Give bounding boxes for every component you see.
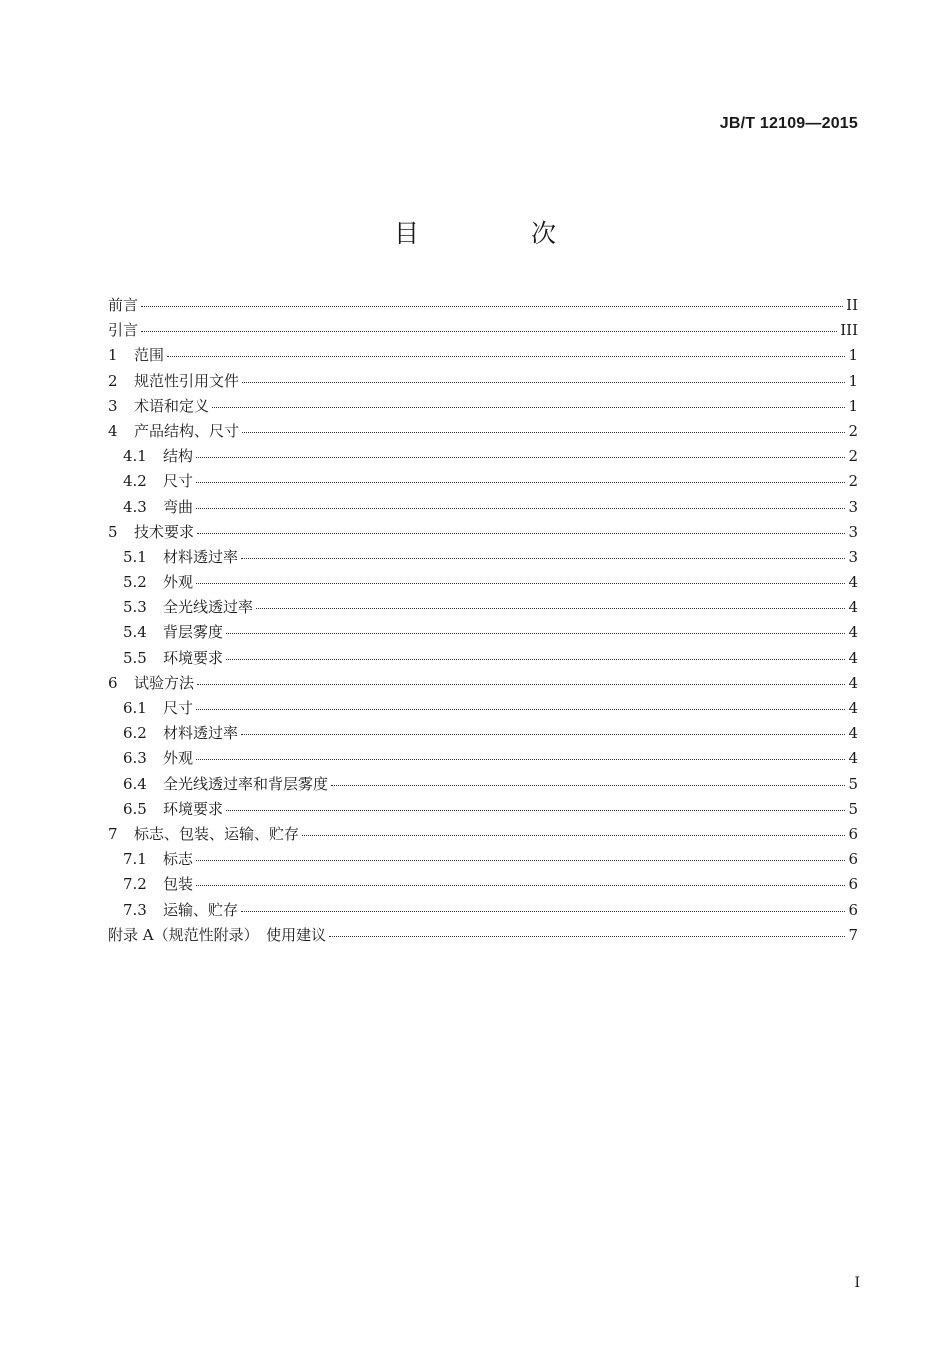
toc-entry-page: 4 (848, 623, 858, 642)
toc-entry-number: 6.4 (123, 774, 147, 793)
toc-entry-label: 背层雾度 (163, 623, 224, 642)
toc-entry-page: 2 (848, 447, 858, 466)
toc-entry-page: 5 (848, 799, 858, 818)
toc-entry[interactable] (108, 470, 858, 495)
toc-leader-dots (197, 684, 845, 685)
toc-leader-dots (196, 482, 845, 483)
toc-entry[interactable] (108, 521, 858, 546)
toc-leader-dots (141, 306, 843, 307)
toc-entry[interactable] (108, 546, 858, 571)
toc-entry-number: 6.1 (123, 699, 147, 717)
toc-leader-dots (196, 860, 845, 861)
toc-entry-label: 范围 (134, 346, 165, 365)
toc-entry-page: 4 (848, 699, 858, 717)
toc-entry-label: 规范性引用文件 (134, 371, 240, 390)
toc-entry[interactable] (108, 344, 858, 369)
toc-entry-label: 产品结构、尺寸 (134, 421, 240, 440)
toc-entry-page: 6 (848, 824, 858, 843)
toc-entry-number: 7.1 (123, 850, 147, 869)
toc-entry-page: III (840, 321, 858, 340)
toc-leader-dots (197, 533, 845, 534)
toc-entry-page: 5 (848, 774, 858, 793)
toc-entry-number: 5.2 (123, 573, 147, 592)
toc-leader-dots (167, 356, 845, 357)
toc-entry[interactable] (108, 621, 858, 646)
toc-entry-number: 4 (108, 421, 118, 440)
toc-entry-number: 7.3 (123, 900, 147, 919)
toc-leader-dots (196, 583, 845, 584)
toc-entry[interactable] (108, 445, 858, 470)
toc-entry[interactable] (108, 873, 858, 898)
toc-entry-label: 尺寸 (163, 472, 194, 491)
toc-entry-label: 标志 (163, 850, 194, 869)
toc-entry[interactable] (108, 773, 858, 798)
toc-entry-page: 1 (848, 371, 858, 390)
toc-leader-dots (331, 785, 845, 786)
toc-entry[interactable] (108, 697, 858, 722)
toc-entry[interactable] (108, 319, 858, 344)
toc-entry-number: 6.2 (123, 724, 147, 743)
toc-entry-page: 4 (848, 648, 858, 667)
toc-entry-number: 5.1 (123, 547, 147, 566)
toc-leader-dots (212, 407, 845, 408)
toc-entry-label: 附录 A（规范性附录） 使用建议 (108, 925, 327, 944)
toc-entry-number: 6.5 (123, 799, 147, 818)
toc-leader-dots (196, 759, 845, 760)
toc-entry-page: 3 (848, 497, 858, 516)
toc-entry[interactable] (108, 722, 858, 747)
toc-entry-label: 弯曲 (163, 497, 194, 516)
toc-entry-number: 4.1 (123, 447, 147, 466)
toc-leader-dots (196, 457, 845, 458)
toc-entry-page: 7 (848, 925, 858, 944)
toc-leader-dots (256, 608, 845, 609)
toc-entry-page: 6 (848, 875, 858, 894)
toc-entry-label: 外观 (163, 749, 194, 768)
toc-entry-page: 4 (848, 598, 858, 617)
toc-entry[interactable] (108, 924, 858, 949)
toc-leader-dots (242, 432, 845, 433)
toc-entry-number: 4.2 (123, 472, 147, 491)
standard-code: JB/T 12109—2015 (719, 115, 858, 132)
toc-entry-page: 4 (848, 673, 858, 692)
toc-entry-number: 7.2 (123, 875, 147, 894)
toc-leader-dots (226, 659, 845, 660)
toc-entry-number: 6 (108, 673, 118, 692)
toc-leader-dots (196, 508, 845, 509)
toc-entry-label: 尺寸 (163, 699, 194, 717)
toc-entry[interactable] (108, 798, 858, 823)
toc-entry-number: 5.3 (123, 598, 147, 617)
toc-leader-dots (226, 810, 845, 811)
toc-entry-page: 4 (848, 724, 858, 743)
toc-entry-label: 前言 (108, 296, 139, 314)
toc-entry-number: 5.4 (123, 623, 147, 642)
toc-entry-page: 1 (848, 396, 858, 415)
toc-entry[interactable] (108, 647, 858, 672)
toc-entry[interactable] (108, 370, 858, 395)
toc-leader-dots (241, 558, 845, 559)
toc-leader-dots (242, 382, 845, 383)
toc-entry-label: 环境要求 (163, 799, 224, 818)
toc-entry-label: 引言 (108, 321, 139, 340)
toc-entry-page: 2 (848, 472, 858, 491)
toc-entry-label: 术语和定义 (134, 396, 210, 415)
toc-entry[interactable] (108, 848, 858, 873)
toc-entry[interactable] (108, 747, 858, 772)
toc-entry[interactable] (108, 571, 858, 596)
toc-leader-dots (196, 709, 845, 710)
toc-leader-dots (141, 331, 837, 332)
toc-entry-label: 包装 (163, 875, 194, 894)
toc-entry-label: 运输、贮存 (163, 900, 239, 919)
toc-title: 目 次 (394, 219, 608, 248)
toc-entry-number: 5.5 (123, 648, 147, 667)
toc-entry-label: 结构 (163, 447, 194, 466)
toc-leader-dots (241, 734, 845, 735)
toc-entry-label: 材料透过率 (163, 547, 239, 566)
toc-entry[interactable] (108, 294, 858, 319)
toc-entry-page: 4 (848, 749, 858, 768)
toc-entry-label: 技术要求 (134, 522, 195, 541)
toc-entry-number: 7 (108, 824, 118, 843)
toc-leader-dots (226, 633, 845, 634)
toc-entry-label: 全光线透过率 (163, 598, 254, 617)
toc-entry-page: 6 (848, 850, 858, 869)
table-of-contents (108, 294, 858, 949)
toc-entry-number: 1 (108, 346, 118, 365)
toc-entry-page: II (846, 296, 858, 314)
toc-entry[interactable] (108, 899, 858, 924)
toc-entry-page: 3 (848, 547, 858, 566)
toc-entry-number: 5 (108, 522, 118, 541)
toc-entry-label: 环境要求 (163, 648, 224, 667)
toc-entry[interactable] (108, 395, 858, 420)
toc-entry-label: 材料透过率 (163, 724, 239, 743)
toc-leader-dots (302, 835, 845, 836)
toc-leader-dots (241, 911, 845, 912)
toc-entry-page: 1 (848, 346, 858, 365)
toc-entry-page: 3 (848, 522, 858, 541)
toc-entry-page: 2 (848, 421, 858, 440)
toc-entry-number: 4.3 (123, 497, 147, 516)
toc-entry-page: 4 (848, 573, 858, 592)
toc-entry[interactable] (108, 496, 858, 521)
toc-entry-page: 6 (848, 900, 858, 919)
toc-entry-label: 全光线透过率和背层雾度 (163, 774, 329, 793)
toc-entry-label: 外观 (163, 573, 194, 592)
toc-leader-dots (329, 936, 845, 937)
toc-entry-label: 标志、包装、运输、贮存 (134, 824, 300, 843)
toc-leader-dots (196, 885, 845, 886)
toc-entry[interactable] (108, 420, 858, 445)
page-number: I (854, 1275, 860, 1291)
toc-entry-number: 6.3 (123, 749, 147, 768)
toc-entry-label: 试验方法 (134, 673, 195, 692)
toc-entry-number: 3 (108, 396, 118, 415)
toc-entry-number: 2 (108, 371, 118, 390)
toc-entry[interactable] (108, 672, 858, 697)
toc-entry[interactable] (108, 823, 858, 848)
toc-entry[interactable] (108, 596, 858, 621)
